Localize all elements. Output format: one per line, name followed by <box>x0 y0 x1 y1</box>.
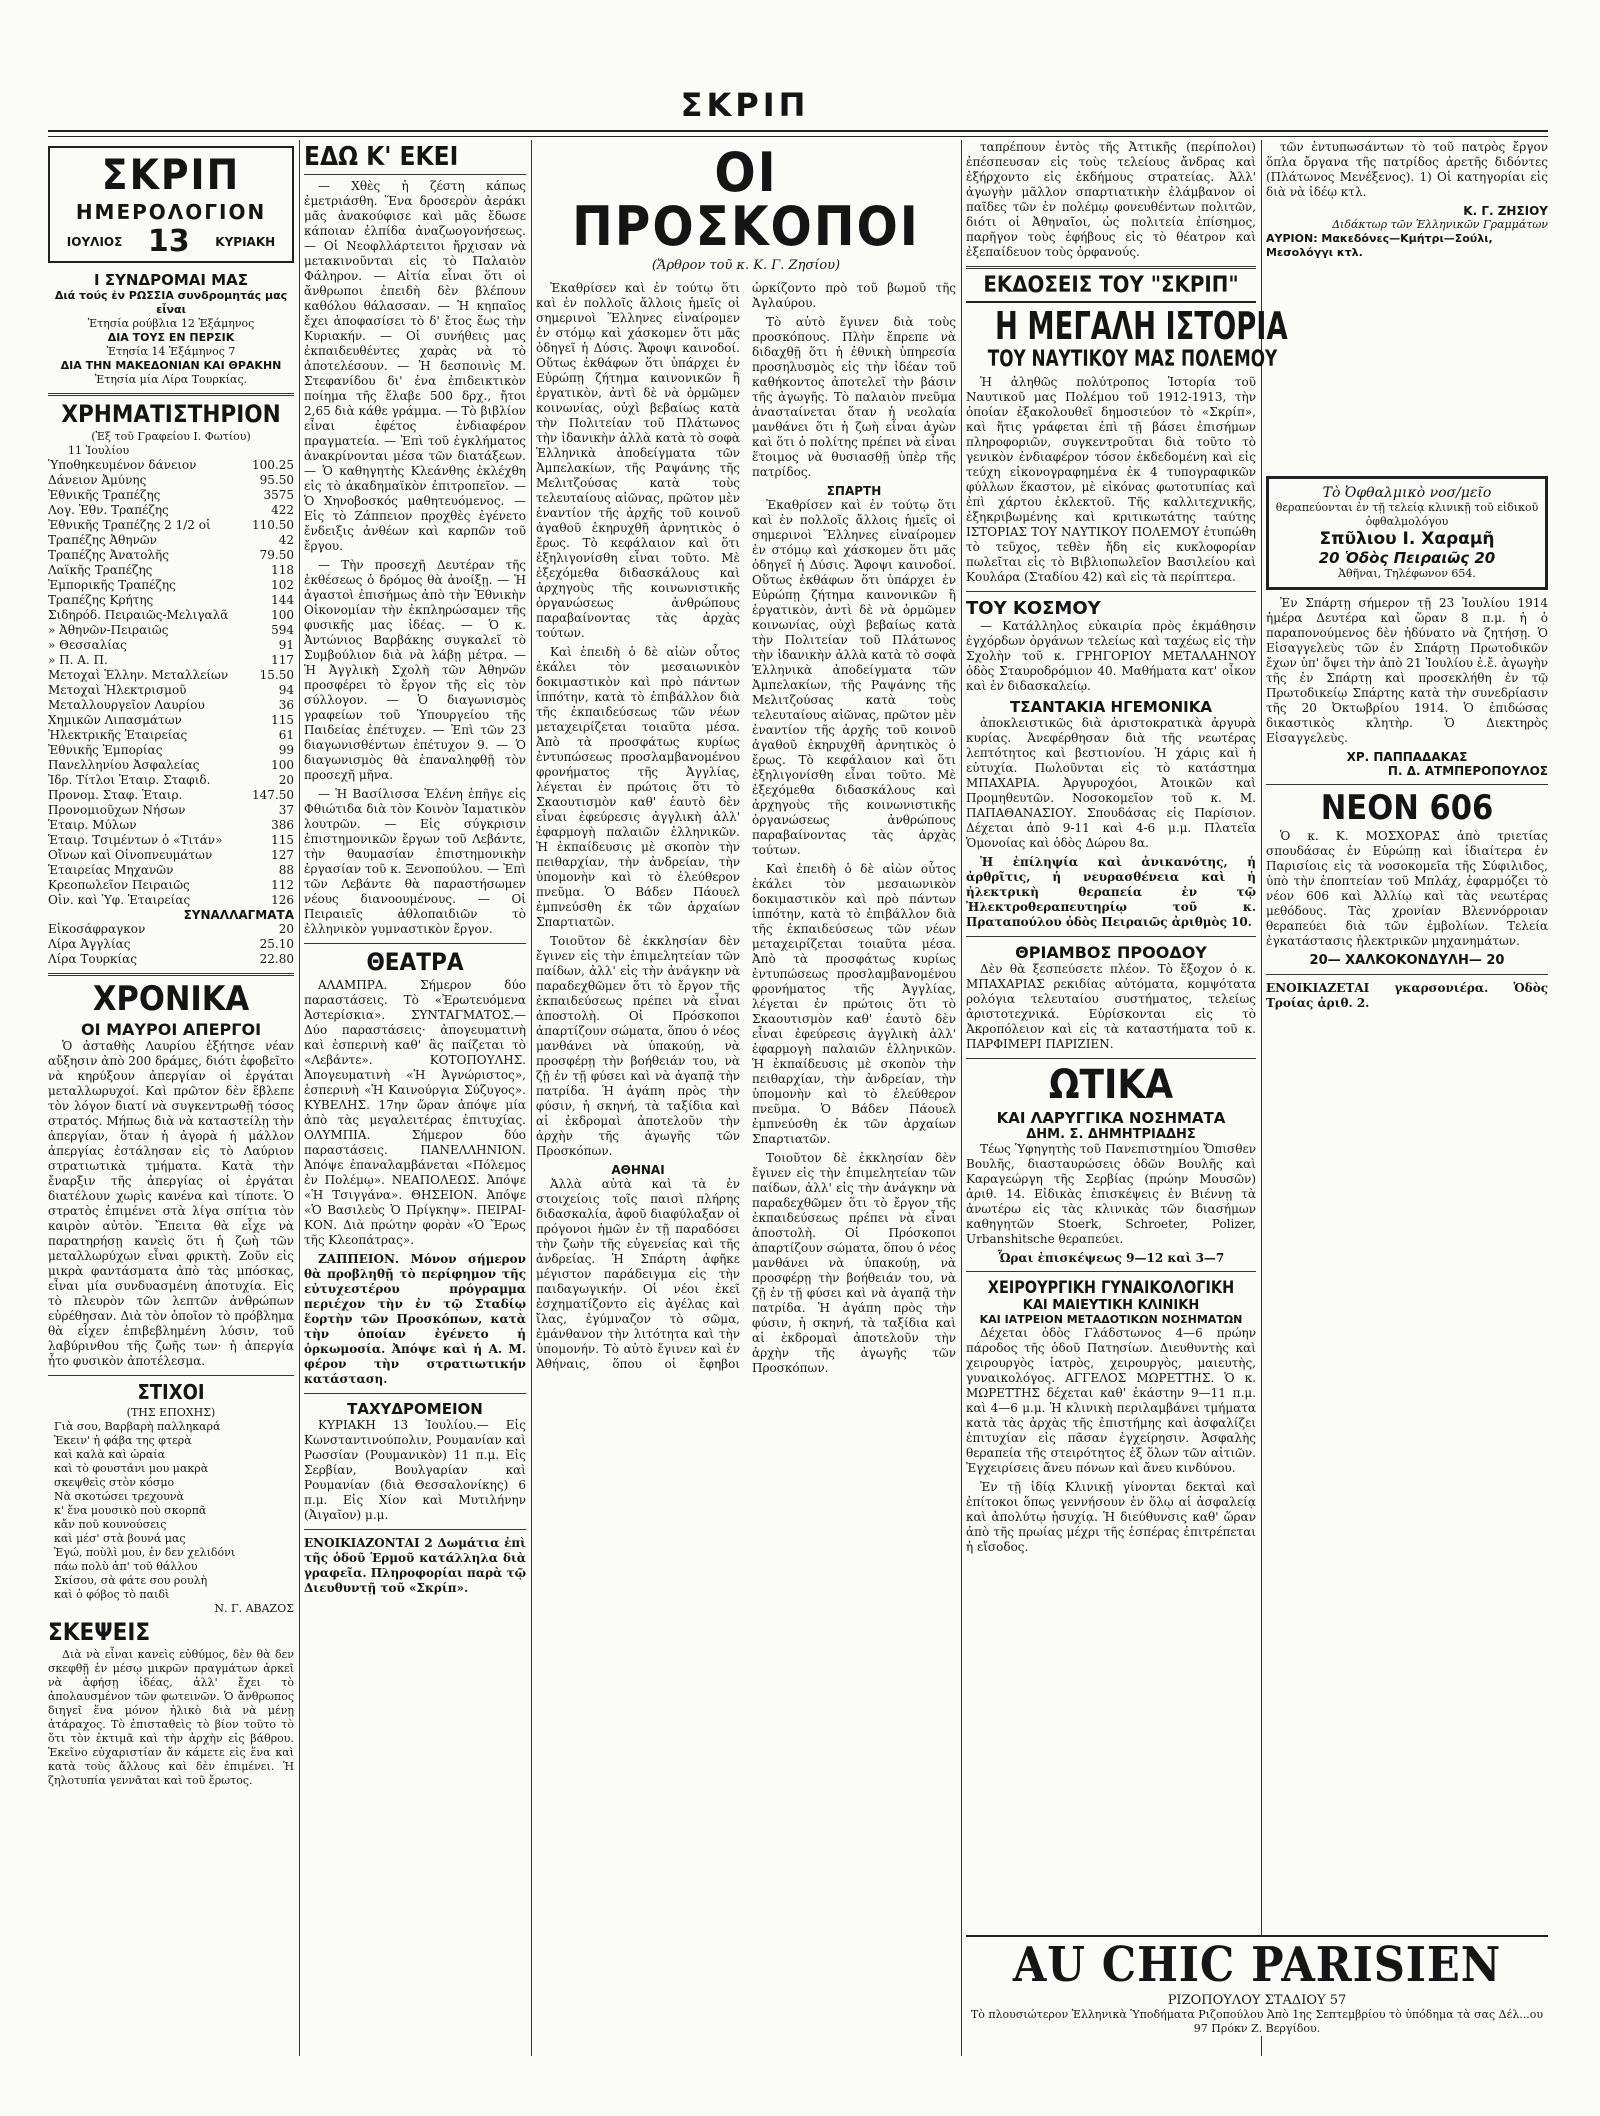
fx-row-label: Λίρα Τουρκίας <box>48 952 137 966</box>
bourse-row-label: Ἐθνικῆς Τραπέζης 2 1/2 οἱ <box>48 518 211 532</box>
surgery-subheading: ΚΑΙ ΜΑΙΕΥΤΙΚΗ ΚΛΙΝΙΚΗ <box>1022 1298 1200 1313</box>
bourse-row-label: Τραπέζης Κρήτης <box>48 593 154 607</box>
bourse-row-label: Χημικῶν Λιπασμάτων <box>48 713 182 727</box>
bourse-row-label: Οἰν. καὶ Ὑφ. Ἑταιρείας <box>48 893 191 907</box>
poem-line: σκεψθεὶς στὸν κόσμο <box>54 1476 175 1489</box>
article-continuation: ταπρέπουν ἐντὸς τῆς Ἀττικῆς (περίπολοι) ἐπέσπευσαν εἰς τοὺς τελείους ἄνδρας καὶ ἐξήρχοντο εἰς ἐκδήμους στρατείας. Ἀλλ' ἀγωγὴν μᾶλλον σπαρτιατικὴν ἐλάμβανον οἱ παῖδες τῶν ἐν πολέμῳ φονευθέντων πολιτῶν, διότι οἱ Ἀθηναῖοι, ὡς πολιτεία ἐπίσημος, παρῆγον τοὺς ἐφήβους εἰς τὸ θέατρον καὶ ἐξεπαίδευον τοὺς ὀρφανούς. <box>966 140 1256 259</box>
bourse-row <box>48 773 294 788</box>
neon-text: Ὁ κ. Κ. ΜΟΣΧΟΡΑΣ ἀπὸ τριετίας σπουδάσας ἐν Εὐρώπῃ καὶ ἰδιαίτερα ἐν Παρισίοις εἰς τὰ νοσοκομεῖα τῆς Σύφιλιδος, ὑπὸ τὴν ἐποπτείαν τοῦ Μπλάχ, ἐφαρμόζει τὸ νέον 606 καὶ Ἀλλίῳ καὶ τὰς νεωτέρας μεθόδους. Τὰς χρονίαν Βλεννόρροιαν θεραπεύει διὰ τῶν ἐμβολίων. Τελεία ἐγκατάστασις ἠλεκτρικῶν μηχανημάτων. <box>1266 829 1548 948</box>
bourse-row <box>48 503 294 518</box>
eye-clinic-doctor: Σπῦλιου Ι. Χαραμῆ <box>1319 529 1495 549</box>
thoughts-text: Διὰ νὰ εἶναι κανεὶς εὐθύμος, δὲν θὰ δεν σκεφθῇ ἐν μέσῳ μικρῶν πραγμάτων ἀρκεῖ νὰ ἀφήσῃ ἰδέας, ἀλλ' ἔχει τὸ ἀπολαυσμένον τῶν φωτεινῶν. Ὁ ἄνθρωπος διηγεῖ ἕνα μόνον ἡλικὸ διὰ νὰ μένῃ ἀτάραχος. Τὸ ἐπισταθεὶς τὸ βίον τοῦτο τὸ ὅτι τὸν ἐκτιμᾶ καὶ τὴν ἀρχὴν εἰς βάθρου. Ἐκεῖνο εὐχαριστίαν ἄν κάμετε εἰς ἕνα καὶ κατὰ τοὺς ἄλλους καὶ δὲν ἐπιμένει. Ἡ ζηλοτυπία γεννᾶται καὶ τοῦ ἔρωτος. <box>48 1648 294 1787</box>
calendar-date <box>54 224 288 259</box>
bourse-row-label: » Π. Α. Π. <box>48 653 108 667</box>
bourse-row-value: 115 <box>271 713 294 727</box>
poem-signature: Ν. Γ. ΑΒΑΖΟΣ <box>214 1602 294 1615</box>
bourse-row-label: Κρεοπωλεῖον Πειραιῶς <box>48 878 190 892</box>
bourse-row-value: 91 <box>278 638 294 652</box>
subscription-line: Ἐτησία μία Λίρα Τουρκίας. <box>94 373 248 386</box>
bourse-row <box>48 533 294 548</box>
bourse-row-value: 127 <box>271 848 294 862</box>
thoughts-heading: ΣΚΕΨΕΙΣ <box>48 1618 151 1646</box>
bourse-table <box>48 458 294 908</box>
article-paragraph: Τὸ αὐτὸ ἔγινεν διὰ τοὺς προσκόπους. Πλὴν ἔπρεπε νὰ διδαχθῇ ὅτι ἡ ἐθνικὴ ὑπηρεσία προσηλυσμὸς εἰς τὴν ἰδέαν τοῦ καθήκοντος ἀποτελεῖ τὴν βάσιν τῆς ἀγωγῆς. Τὸ παλαιὸν πνεῦμα ἀνασταίνεται ὅταν ἡ νεολαία μανθάνει ὅτι ἡ ζωὴ εἶναι ἀγὼν καὶ ὅτι ὁ πολίτης πρέπει νὰ εἶναι ἕτοιμος νὰ θυσιασθῇ ὑπὲρ τῆς πατρίδος. <box>752 315 956 479</box>
zappeion-notice: ΖΑΠΠΕΙΟΝ. Μόνον σήμερον θὰ προβληθῇ τὸ περίφημον τῆς εὐτυχεστέρου πρόγραμμα περιέχον τὴν ἐν τῷ Σταδίῳ ἕορτὴν τῶν Προσκόπων, κατὰ τὴν ὁποίαν ἐγένετο ἡ ὁρκωμοσία. Ἀπόψε καὶ ἡ Α. Μ. φέρον τὴν στρατιωτικήν κατάσταση. <box>304 1252 526 1386</box>
poem-line: πάω πολὺ ἀπ' τοῦ θάλλου <box>54 1560 198 1573</box>
poem-line: κἄν ποῦ κουνούσεις <box>54 1518 167 1531</box>
poem-subheading: (ΤΗΣ ΕΠΟΧΗΣ) <box>126 1406 216 1419</box>
masthead-title: ΣΚΡΙΠ <box>680 86 810 124</box>
promo-text: Ἡ ἀληθῶς πολύτροπος Ἱστορία τοῦ Ναυτικοῦ μας Πολέμου τοῦ 1912-1913, τὴν ὁποίαν ἐξακολουθεῖ δημοσιεύον τὸ «Σκρίπ», καὶ ἥτις γράφεται ἐπὶ τῇ βάσει ἐπισήμων πληροφοριῶν, συγκεντροῦται διὰ τοῦτο τὸ γενικὸν ἐνδιαφέρον τόσον ἐκδεδομένη καὶ εἰς τεύχη εἰκονογραφημένα ἐκ 4 τυπογραφικῶν φύλλων ἕκαστον, μὲ εἰκόνας φωτοτυπίας καὶ ἐπὶ χάρτου ἐκλεκτοῦ. Τῆς καλλιτεχνικῆς, ἐξηκριβωμένης καὶ κριτικωτάτης ταύτης ΙΣΤΟΡΙΑΣ ΤΟΥ ΝΑΥΤΙΚΟΥ ΠΟΛΕΜΟΥ ἐτυπώθη τὸ τεῦχος, τεθὲν ἤδη εἰς κυκλοφορίαν πωλεῖται εἰς τὸ Βιβλιοπωλεῖον Βασιλείου καὶ Κουλάρα (Σταδίου 42) καὶ εἰς τὰ περίπτερα. <box>966 375 1256 584</box>
calendar-box <box>48 146 294 263</box>
article-signature-title: Διδάκτωρ τῶν Ἑλληνικῶν Γραμμάτων <box>1332 218 1548 231</box>
bourse-row-value: 99 <box>278 743 294 757</box>
bourse-row <box>48 608 294 623</box>
bourse-row <box>48 758 294 773</box>
eye-clinic-advert <box>1266 476 1548 590</box>
bourse-source: (Ἐξ τοῦ Γραφείου Ι. Φωτίου) <box>91 430 251 443</box>
bourse-row-label: Ἑταιρ. Μύλων <box>48 818 137 832</box>
bourse-row <box>48 803 294 818</box>
surgery-subheading-2: ΚΑΙ ΙΑΤΡΕΙΟΝ ΜΕΤΑΔΟΤΙΚΩΝ ΝΟΣΗΜΑΤΩΝ <box>979 1313 1243 1326</box>
bourse-row-label: Τραπέζης Ἀνατολῆς <box>48 548 169 562</box>
poem-line: Ἐκειν' ἡ φάβα της φτερὰ <box>54 1434 192 1447</box>
bourse-row-value: 88 <box>278 863 294 877</box>
bourse-row-value: 94 <box>278 683 294 697</box>
bourse-row-label: Πανελληνίου Ἀσφαλείας <box>48 758 200 772</box>
divider <box>48 1375 294 1376</box>
bourse-date: 11 Ἰουλίου <box>68 444 130 457</box>
surgery-text-2: Ἐν τῇ ἰδίᾳ Κλινικῇ γίνονται δεκταὶ καὶ ἐπίτοκοι ὅπως γεννήσουν ἐν ὅλῳ αἱ ἀσφαλείᾳ καὶ ἀπολύτῳ ἡσυχίᾳ. Ἡ διεύθυνσις καθ' ὥραν ἀπὸ τῆς πρωίας μέχρι τῆς ἑσπέρας ἐπιτρέπεται ἡ εἴσοδος. <box>966 1480 1256 1554</box>
divider <box>966 1271 1256 1272</box>
bourse-row-label: Μεταλλουργεῖον Λαυρίου <box>48 698 205 712</box>
bourse-row <box>48 518 294 533</box>
bourse-row-label: Ἑταιρείας Μηχανῶν <box>48 863 174 877</box>
post-text: ΚΥΡΙΑΚΗ 13 Ἰουλίου.— Εἰς Κωνσταντινούπολιν, Ρουμανίαν καὶ Ρωσσίαν (Ρουμανικὸν) 11 π.μ. Εἰς Σερβίαν, Βουλγαρίαν καὶ Ρουμανίαν (διὰ Θεσσαλονίκης) 6 π.μ. Εἰς Χίον καὶ Μυτιλήνην (Ἀιγαῖον) μ.μ. <box>304 1418 526 1522</box>
fx-table <box>48 922 294 967</box>
bourse-row-label: Ἐμπορικῆς Τραπέζης <box>48 578 176 592</box>
theatres-text: ΑΛΑΜΠΡΑ. Σήμερον δύο παραστάσεις. Τὸ «Ἐρωτευόμενα Ἀστερίσκια». ΣΥΝΤΑΓΜΑΤΟΣ.—Δύο παραστάσεις· ἀπογευματινὴ καὶ ἑσπερινὴ καθ' ἃς παίζεται τὸ «Λεβάντε». ΚΟΤΟΠΟΥΛΗΣ. Ἀπογευματινὴ «Ἡ Ἀγνώριστος», ἑσπερινὴ «Ἡ Καινούργια Σύζυγος». ΚΥΒΕΛΗΣ. 17ην ὥραν ἀπόψε μία ἀπὸ τὰς μεγαλειτέρας ἐπιτυχίας. ΟΛΥΜΠΙΑ. Σήμερον δύο παραστάσεις. ΠΑΝΕΛΛΗΝΙΟΝ. Ἀπόψε ἐπαναλαμβάνεται «Πόλεμος ἐν Πολέμῳ». ΝΕΑΠΟΛΕΩΣ. Ἀπόψε «Ἡ Τσιγγάνα». ΘΗΣΕΙΟΝ. Ἀπόψε «Ὁ Βασιλεὺς Ὁ Πρίγκηψ». ΠΕΙΡΑΙ-ΚΟΝ. Διὰ πρώτην φορὰν «Ὁ Ἔρως τῆς Κλεοπάτρας». <box>304 978 526 1247</box>
bourse-row <box>48 638 294 653</box>
ear-doctor: ΔΗΜ. Σ. ΔΗΜΗΤΡΙΑΔΗΣ <box>1026 1127 1196 1142</box>
fx-row-label: Λίρα Ἀγγλίας <box>48 937 131 951</box>
article-paragraph: Τοιοῦτον δὲ ἐκκλησίαν δὲν ἔγινεν εἰς τὴν ἐπιμελητείαν τῶν παίδων, ἀλλ' εἰς τὴν ἀνάγκην νὰ παραδεχθῶμεν ὅτι τὸ ἔργον τῆς ἐκπαιδεύσεως πρέπει νὰ εἶναι ἀποστολὴ. Οἱ Πρόσκοποι ἀπαρτίζουν σώματα, ὅπου ὁ νέος μανθάνει νὰ ὑπακούῃ, νὰ προσφέρῃ τὴν βοήθειάν του, νὰ ζῇ ἐν τῇ φύσει καὶ νὰ ἀγαπᾷ τὴν πατρίδα. Ἡ ἀγάπη πρὸς τὴν φύσιν, ἡ σκηνή, τὰ ταξίδια καὶ αἱ ἐκδρομαὶ ἀποτελοῦν τὴν ἀρχὴν τῆς ἀγωγῆς τῶν Προσκόπων. <box>536 934 740 1158</box>
neon-heading: ΝΕΟΝ 606 <box>1320 788 1494 828</box>
poem-line: Νὰ σκοτώσει τρεχουνὰ <box>54 1490 184 1503</box>
bourse-row <box>48 698 294 713</box>
bourse-row-value: 36 <box>278 698 294 712</box>
bourse-row-label: » Θεσσαλίας <box>48 638 127 652</box>
promo-title: Η ΜΕΓΑΛΗ ΙΣΤΟΡΙΑ <box>995 304 1288 348</box>
bourse-row <box>48 728 294 743</box>
divider <box>304 943 526 944</box>
top-rule <box>48 130 1548 132</box>
ear-text: Τέως Ὑφηγητὴς τοῦ Πανεπιστημίου Ὄπισθεν Βουλῆς, διασταυρώσεις ὁδῶν Βουλῆς καὶ Καραγεώργη τῆς Σερβίας (πρώην Μουσῶν) ἀριθ. 14. Εἰδικὰς ἐπισκέψεις ἐν Βιέννῃ τὰ ἀνωτέρω εἰς τὰς κλινικὰς τῶν διασήμων καθηγητῶν Stoerk, Schroeter, Polizer, Urbanshitsche θεραπεύει. <box>966 1142 1256 1246</box>
poem-line: καὶ ὁ φόβος τὸ παιδὶ <box>54 1588 170 1601</box>
bourse-row-value: 37 <box>278 803 294 817</box>
surgery-text: Δέχεται ὁδὸς Γλάδστωνος 4—6 πρώην πάροδος τῆς ὁδοῦ Πατησίων. Διευθυντὴς καὶ χειρουργὸς ἰατρὸς, χειρουργὸς, μαιευτὴς, γυναικολόγος. ΑΓΓΕΛΟΣ ΜΩΡΕΤΤΗΣ. Ὁ κ. ΜΩΡΕΤΤΗΣ δέχεται καθ' ἑκάστην 9—11 π.μ. καὶ 4—6 μ.μ. Ἡ κλινικὴ περιλαμβάνει τμήματα κατὰ τὰς ἀρχὰς τῆς ἐπιστήμης καὶ ἀσφαλίζει ἐπιτυχίαν εἰς πᾶσαν ἐγχείρησιν. Ἀσφαλὴς θεραπεία τῆς στειρότητος ἐξ ὅλων τῶν αἰτιῶν. Ἐγχειρίσεις ἄνευ πόνων καὶ ἄνευ κινδύνου. <box>966 1326 1256 1475</box>
bourse-row <box>48 488 294 503</box>
bourse-row-label: Προνομ. Σταφ. Ἑταιρ. <box>48 788 183 802</box>
promo-heading: ΕΚΔΟΣΕΙΣ ΤΟΥ "ΣΚΡΙΠ" <box>966 275 1256 303</box>
subscription-line: ΔΙΑ ΤΟΥΣ ΕΝ ΠΕΡΣΙΚ <box>107 331 235 344</box>
poem-line: καὶ καλὰ καὶ ὡραία <box>54 1448 166 1461</box>
bourse-row-value: 422 <box>271 503 294 517</box>
bourse-row-label: » Ἀθηνῶν-Πειραιῶς <box>48 623 169 637</box>
column-1 <box>48 140 294 2056</box>
au-chic-parisien-text: Τὸ πλουσιώτερον Ἑλληνικὰ Ὑποδήματα Ριζοπούλου Ἀπὸ 1ης Σεπτεμβρίου τὸ ὑπόδημα τὰ σας Δέλ...ου 97 Πρόκν Ζ. Βεργίδου. <box>970 2008 1544 2035</box>
article-paragraph: Ἐκαθρίσεν καὶ ἐν τούτῳ ὅτι καὶ ἐν πολλοῖς ἄλλοις ἡμεῖς οἱ σημερινοὶ Ἕλληνες εἰναίρομεν ἐν στόμῳ καὶ χάσκομεν ὅτι μᾶς ὁδηγεῖ ἡ Δύσις. Ἄφοψι καινοδοί. Οὕτως ἐκθάφων ὅτι ὑπάρχει ἐν Εὐρώπῃ ζήτημα καινονικῶν ἢ ἐργατικὸν, ἀντὶ δὲ νὰ ὁρμῶμεν κοινωνίας, οὐχὶ βεβαίως κατὰ τὴν Πολιτείαν τοῦ Πλάτωνος τὴν ἰδανικὴν ἀλλὰ κατὰ τὸ σοφὰ Ἑλληνικὰ ἀποδείγματα τῶν Ἀμπελακίων, τῆς Ραψάνης τῆς Μελιτζούσας κατὰ τοὺς τελευταίους αἰῶνας, πρῶτον μὲν ἐναντίον τῆς ἀρχῆς τοῦ κοινοῦ ἀγαθοῦ ἐκηρυχθῆ ἀρνητικὸς ὁ ἔρως. Τὸ κεφάλαιον καὶ ὅτι ἐξηλιγονίσθη εἶναι τοῦτο. Μὲ ἐξεχόμεθα διδασκάλους καὶ ἀρχηγοὺς τῆς κοινωνιστικῆς ὀργανώσεως ἀνθρώπους παραβαίνοντας τὰς ἀρχὰς τούτων. <box>536 281 740 640</box>
bourse-row-value: 112 <box>271 878 294 892</box>
bourse-row <box>48 818 294 833</box>
bourse-row-label: Δάνειον Ἀμύνης <box>48 473 147 487</box>
bourse-row <box>48 893 294 908</box>
bourse-row <box>48 653 294 668</box>
bourse-row-value: 594 <box>271 623 294 637</box>
au-chic-parisien-advert <box>966 1935 1548 2036</box>
eye-clinic-title: Τὸ Ὀφθαλμικὸ νοσ/μεῖο <box>1322 485 1492 501</box>
calendar-day: 13 <box>147 224 190 259</box>
bourse-row-label: Τραπέζης Ἀθηνῶν <box>48 533 157 547</box>
article-section-athens: ΑΘΗΝΑΙ <box>611 1163 665 1177</box>
poem-line: κ' ἕνα μουσικὸ ποὺ σκορπᾶ <box>54 1504 207 1517</box>
bourse-row-value: 42 <box>278 533 294 547</box>
calendar-subtitle: ΗΜΕΡΟΛΟΓΙΟΝ <box>75 200 267 224</box>
bourse-row <box>48 863 294 878</box>
bourse-row-value: 110.50 <box>252 518 294 532</box>
article-paragraph: Ἐκαθρίσεν καὶ ἐν τούτῳ ὅτι καὶ ἐν πολλοῖς ἄλλοις ἡμεῖς οἱ σημερινοὶ Ἕλληνες εἰναίρομεν ἐν στόμῳ καὶ χάσκομεν ὅτι μᾶς ὁδηγεῖ ἡ Δύσις. Ἄφοψι καινοδοί. Οὕτως ἐκθάφων ὅτι ὑπάρχει ἐν Εὐρώπῃ ζήτημα καινονικῶν ἢ ἐργατικὸν, ἀντὶ δὲ νὰ ὁρμῶμεν κοινωνίας, οὐχὶ βεβαίως κατὰ τὴν Πολιτείαν τοῦ Πλάτωνος τὴν ἰδανικὴν ἀλλὰ κατὰ τὸ σοφὰ Ἑλληνικὰ ἀποδείγματα τῶν Ἀμπελακίων, τῆς Ραψάνης τῆς Μελιτζούσας κατὰ τοὺς τελευταίους αἰῶνας, πρῶτον μὲν ἐναντίον τῆς ἀρχῆς τοῦ κοινοῦ ἀγαθοῦ ἐκηρυχθῆ ἀρνητικὸς ὁ ἔρως. Τὸ κεφάλαιον καὶ ὅτι ἐξηλιγονίσθη εἶναι τοῦτο. Μὲ ἐξεχόμεθα διδασκάλους καὶ ἀρχηγοὺς τῆς κοινωνιστικῆς ὀργανώσεως ἀνθρώπους παραβαίνοντας τὰς ἀρχὰς τούτων. <box>752 498 956 857</box>
divider <box>48 393 294 396</box>
bourse-row-value: 386 <box>271 818 294 832</box>
article-paragraph: Καὶ ἐπειδὴ ὁ δὲ αἰὼν οὗτος ἐκάλει τὸν μεσαιωνικὸν δοκιμαστικὸν καὶ πρὸ πάντων ἱππότην, κατὰ τὸ ἐπιβάλλον διὰ τῆς ἐκπαιδεύσεως τῶν νέων μεταχειρίζεται τοιαῦτα μέσα. Ἀπὸ τὰ προσφάτως κυρίως ἐντυπώσεως προσλαμβανομένου φρονήματος τῆς Ἀγγλίας, λέγεται ἐν πρώτοις ὅτι τὸ Σκαουτισμὸν καθ' ἑαυτὸ δὲν εἶναι ἐφεύρεσις ἀγγλικὴ ἀλλ' ἐφαρμογὴ παλαιῶν ἑλληνικῶν. Ἡ ἐκπαίδευσις μὲ σκοπὸν τὴν πειθαρχίαν, τὴν ἀνδρείαν, τὴν ὑπομονὴν καὶ τὸ ἐλεύθερον πνεῦμα. Ὁ Βάδεν Πάουελ ἐμπνεύσθη ἐκ τῶν ἀρχαίων Σπαρτιατῶν. <box>752 862 956 1146</box>
article-paragraph: Ἀλλὰ αὐτὰ καὶ τὰ ἐν στοιχείοις τοῖς παισὶ πλήρης διδασκαλία, ἀφοῦ διαφύλαξαν οἱ πρόγονοι ἡμῶν ἐν τῇ παραδόσει τὴν ζωὴν τῆς εὐγενείας καὶ τῆς ἀνδρείας. Ἡ Σπάρτη ἀφῆκε μέγιστον παράδειγμα εἰς τὴν παιδαγωγικήν. Οἱ νέοι ἐκεῖ ἐσχηματίζοντο εἰς ἀγέλας καὶ ἴλας, ἐγύμναζον τὸ σῶμα, ἐμάνθανον τὴν λιτότητα καὶ τὴν ὑπομονήν. Τὸ αὐτὸ ἔγινεν καὶ ἐν Ἀθήναις, ὅπου οἱ ἔφηβοι ὠρκίζοντο πρὸ τοῦ βωμοῦ τῆς Ἀγλαύρου. <box>536 281 956 1371</box>
column-divider <box>1261 140 1262 2056</box>
column-2 <box>304 140 526 2056</box>
chronicles-subheading: ΟΙ ΜΑΥΡΟΙ ΑΠΕΡΓΟΙ <box>80 1020 262 1039</box>
promo-title-2: ΤΟΥ ΝΑΥΤΙΚΟΥ ΜΑΣ ΠΟΛΕΜΟΥ <box>987 347 1278 372</box>
column-divider <box>531 140 532 2056</box>
divider <box>966 266 1256 269</box>
bourse-row-value: 117 <box>271 653 294 667</box>
divider <box>48 973 294 976</box>
theatres-heading: ΘΕΑΤΡΑ <box>366 948 464 976</box>
divider <box>304 1529 526 1530</box>
world-text: — Κατάλληλος εὐκαιρία πρὸς ἐκμάθησιν ἐγχόρδων ὀργάνων τελείως καὶ ταχέως εἰς τὴν Σχολὴν τοῦ κ. ΓΡΗΓΟΡΙΟΥ ΜΕΤΑΛΑΗΝΟΥ ὁδὸς Σταυροδρόμιον 40. Μαθήματα κατ' οἶκον καὶ ἐν διδασκαλείῳ. <box>966 619 1256 693</box>
top-rule-2 <box>48 136 1548 137</box>
poem-line: Ἐγώ, ποὺλὶ μου, ἐν δεν χελιδόνι <box>54 1546 236 1559</box>
fx-row <box>48 952 294 967</box>
column-divider <box>299 140 300 2056</box>
subscriptions-block <box>48 289 294 387</box>
calendar-title: ΣΚΡΙΠ <box>101 150 241 199</box>
tomorrow-notice: ΑΥΡΙΟΝ: Μακεδόνες—Κμήτρι—Σούλι, Μεσολόγγι κτλ. <box>1266 232 1493 259</box>
bourse-row <box>48 563 294 578</box>
article-signature: Κ. Γ. ΖΗΣΙΟΥ <box>1463 204 1548 218</box>
article-section-sparta: ΣΠΑΡΤΗ <box>826 484 882 498</box>
bags-text: ἀποκλειστικῶς διὰ ἀριστοκρατικὰ ἀργυρὰ κυρίας. Ἀνεφέρθησαν διὰ τῆς νεωτέρας λεπτότητος καὶ βεστιονίου. Ἡ χάρις καὶ ἡ εὐτυχία. Πωλοῦνται εἰς τὸ κατάστημα ΜΠΑΧΑΡΙΑ. Ἀργυροχόοι, Ἀτοικῶν καὶ Προμηθευτῶν. Νοσοκομεῖον τοῦ κ. Μ. ΠΑΠΑΘΑΝΑΣΙΟΥ. Σπουδάσας εἰς Παρίσιον. Δέχεται ἀπὸ 9-11 καὶ 4-6 μ.μ. Πλατεῖα Ὁμονοίας καὶ ὁδὸς Δώρου 8α. <box>966 716 1256 850</box>
bags-heading: ΤΣΑΝΤΑΚΙΑ ΗΓΕΜΟΝΙΚΑ <box>1010 698 1212 716</box>
bourse-row-label: Ἰδρ. Τίτλοι Ἑταιρ. Σταφιδ. <box>48 773 211 787</box>
bourse-row-value: 100.25 <box>252 458 294 472</box>
bourse-row <box>48 548 294 563</box>
subscription-line: Διά τούς ἐν ΡΩΣΣΙΑ συνδρομητάς μας εἶναι <box>54 289 288 316</box>
bourse-row-label: Προνομιοῦχων Νήσων <box>48 803 186 817</box>
bourse-row-value: 115 <box>271 833 294 847</box>
bourse-row-value: 15.50 <box>259 668 294 682</box>
fx-row-value: 25.10 <box>259 937 294 951</box>
court-signature-1: ΧΡ. ΠΑΠΠΑΔΑΚΑΣ <box>1346 750 1468 764</box>
bourse-row-value: 102 <box>271 578 294 592</box>
neon-address: 20— ΧΑΛΚΟΚΟΝΔΥΛΗ— 20 <box>1309 953 1505 968</box>
calendar-month: ΙΟΥΛΙΟΣ <box>66 234 123 249</box>
bourse-row-label: Οἴνων καὶ Οἰνοπνευμάτων <box>48 848 213 862</box>
bourse-row-value: 144 <box>271 593 294 607</box>
fx-row-value: 20 <box>278 922 294 936</box>
here-there-text-1: — Χθὲς ἡ ζέστη κάπως ἐμετριάσθη. Ἕνα δροσερὸν ἀεράκι μᾶς ἀνακούφισε καὶ μᾶς ἔδωσε κάποιαν ἐλπίδα ἀναζωογονήσεως. — Οἱ Νεοφλλάρτειτοι ἤρχισαν νὰ μετακινοῦνται εἰς τὸ Παλαιὸν Φάληρον. — Αἰτία εἶναι ὅτι οἱ ἄνθρωποι ἐπειδὴ δὲν βλέπουν καθόλου θάλασσαν. — Ἡ κηπαῖος ἔχει ἀποφασίσει τὸ δ' ἔτος ἕως τὴν Κυριακήν. — Οἱ συνήθεις μας ἐκπαιδευθέντες χαρὰς νὰ τὸ ἀποτελέσουν. — Ἡ δεσποινὶς Μ. Στεφανίδου δι' ἐνα ἐπιδεικτικὸν ποίημα τῆς ἔλαβε 500 δρχ., ἤτοι 2,65 διὰ κάθε γράμμα. — Τὸ βιβλίον εἶναι ἐφέτος ἐνδιαφέρον πραγματεία. — Ἐπὶ τοῦ ἐγκλήματος ἀνακρίνονται μέσα τῶν διατάξεων. — Ὁ καθηγητὴς Κλεάνθης ἐκλέχθη εἰς τὸ ἀκαδημαϊκὸν ἐπιτροπεῖον. — Ὁ Χηνοβοσκός μαθητευόμενος. — Εἰς τὸ Ζάππειον προχθὲς ἐγένετο ἔνδειξις ἀνθέων καὶ καρπῶν τοῦ ἔργου. <box>304 179 526 553</box>
bourse-row-value: 118 <box>271 563 294 577</box>
cure-text: Ἡ ἐπίληψία καὶ ἀνικανότης, ἡ ἀρθρῖτις, ἡ νευρασθένεια καὶ ἡ ἠλεκτρικὴ θεραπεία ἐν τῷ Ἠλεκτροθεραπευτηρίῳ τοῦ κ. Πραταπούλου ὁδὸς Πειραιῶς ἀριθμὸς 10. <box>966 855 1256 929</box>
bourse-row-value: 61 <box>278 728 294 742</box>
poem-line: καὶ τὸ φουστάνι μου μακρὰ <box>54 1462 209 1475</box>
bourse-row <box>48 578 294 593</box>
bourse-row-value: 100 <box>271 758 294 772</box>
article-title: ΟΙ ΠΡΟΣΚΟΠΟΙ <box>572 141 920 258</box>
divider <box>966 591 1256 592</box>
bourse-row <box>48 623 294 638</box>
bourse-row <box>48 473 294 488</box>
bourse-row-label: Ἑταιρ. Τσιμέντων ὁ «Τιτάν» <box>48 833 223 847</box>
article-paragraph: Καὶ ἐπειδὴ ὁ δὲ αἰὼν οὗτος ἐκάλει τὸν μεσαιωνικὸν δοκιμαστικὸν καὶ πρὸ πάντων ἱππότην, κατὰ τὸ ἐπιβάλλον διὰ τῆς ἐκπαιδεύσεως τῶν νέων μεταχειρίζεται τοιαῦτα μέσα. Ἀπὸ τὰ προσφάτως κυρίως ἐντυπώσεως προσλαμβανομένου φρονήματος τῆς Ἀγγλίας, λέγεται ἐν πρώτοις ὅτι τὸ Σκαουτισμὸν καθ' ἑαυτὸ δὲν εἶναι ἐφεύρεσις ἀγγλικὴ ἀλλ' ἐφαρμογὴ παλαιῶν ἑλληνικῶν. Ἡ ἐκπαίδευσις μὲ σκοπὸν τὴν πειθαρχίαν, τὴν ἀνδρείαν, τὴν ὑπομονὴν καὶ τὸ ἐλεύθερον πνεῦμα. Ὁ Βάδεν Πάουελ ἐμπνεύσθη ἐκ τῶν ἀρχαίων Σπαρτιατῶν. <box>536 645 740 929</box>
poem-body <box>48 1420 294 1602</box>
subscription-line: ΔΙΑ ΤΗΝ ΜΑΚΕΔΟΝΙΑΝ ΚΑΙ ΘΡΑΚΗΝ <box>60 359 282 372</box>
eye-clinic-phone: Ἀθῆναι, Τηλέφωνον 654. <box>1338 567 1476 580</box>
fx-row-value: 22.80 <box>259 952 294 966</box>
bourse-row <box>48 668 294 683</box>
fx-row <box>48 937 294 952</box>
ear-heading: ΩΤΙΚΑ <box>1048 1062 1174 1108</box>
bourse-row-label: Ἐθνικῆς Ἐμπορίας <box>48 743 163 757</box>
here-there-text-3: — Ἡ Βασίλισσα Ἑλένη ἐπῆγε εἰς Φθιώτιδα διὰ τὸν Κοινὸν Ἱαματικὸν λουτρῶν. — Εἰς σύγκρισιν ἐπιστημονικῶν ἔργων τοῦ Λεβάντε, τὴν θαυμασίαν ἐπιστημονικὴν ἐργασίαν τοῦ κ. Ξενοπούλου. — Ἐπὶ τῶν Λεβάντε θὰ παραστήσωμεν νέους διανοουμένους. — Οἱ Πειραιεῖς ἀθλοπαιδιῶν τὸ ἐλληνικὸν γυμναστικὸν ἔργον. <box>304 787 526 936</box>
divider <box>966 1058 1256 1059</box>
bourse-row-value: 100 <box>271 608 294 622</box>
divider <box>1266 784 1548 785</box>
article-byline: (Ἄρθρον τοῦ κ. Κ. Γ. Ζησίου) <box>651 258 841 273</box>
poem-line: Γιὰ σου, Βαρβαρὴ παλληκαρά <box>54 1420 221 1433</box>
bourse-row <box>48 743 294 758</box>
bourse-row-value: 126 <box>271 893 294 907</box>
bourse-row <box>48 593 294 608</box>
ear-hours: Ὧραι ἐπισκέψεως 9—12 καὶ 3—7 <box>997 1251 1225 1265</box>
bourse-row-value: 147.50 <box>252 788 294 802</box>
surgery-heading: ΧΕΙΡΟΥΡΓΙΚΗ ΓΥΝΑΙΚΟΛΟΓΙΚΗ <box>987 1278 1235 1298</box>
divider <box>304 1393 526 1394</box>
bourse-row-value: 79.50 <box>259 548 294 562</box>
court-signature-2: Π. Δ. ΑΤΜΠΕΡΟΠΟΥΛΟΣ <box>1387 764 1548 778</box>
article-body <box>536 281 956 1376</box>
bourse-row-value: 20 <box>278 773 294 787</box>
bourse-row <box>48 458 294 473</box>
bourse-row-label: Μετοχαὶ Ἠλεκτρισμοῦ <box>48 683 187 697</box>
court-notice: Ἐν Σπάρτῃ σήμερον τῇ 23 Ἰουλίου 1914 ἡμέρα Δευτέρα καὶ ὥραν 8 π.μ. ἡ ὁ παραπονούμενος δὲν ἠδύνατο νὰ ζητήσῃ. Ὁ Εἰσαγγελεὺς τῶν ἐν Σπάρτῃ Πρωτοδικῶν ἔχων ὑπ' ὄψει τὴν ἀπὸ 21 Ἰουλίου ἐ.ἔ. ἀγωγὴν τῆς ἐν Σπάρτῃ καὶ προσεκλήθη ἐν τῷ Πρωτοδικείῳ Σπάρτης κατὰ τὴν συνεδρίασιν τῆς 20 Ὀκτωβρίου 1914. Ὁ ἐπιδώσας δικαστικὸς κλητὴρ. Ὁ Διεκτηρὸς Εἰσαγγελεὺς. <box>1266 596 1548 745</box>
eye-clinic-address: 20 Ὁδὸς Πειραιῶς 20 <box>1318 549 1496 567</box>
post-heading: ΤΑΧΥΔΡΟΜΕΙΟΝ <box>347 1400 483 1418</box>
bourse-row-label: Ἐθνικῆς Τραπέζης <box>48 488 161 502</box>
bourse-row <box>48 683 294 698</box>
triumph-heading: ΘΡΙΑΜΒΟΣ ΠΡΟΟΔΟΥ <box>1015 943 1207 962</box>
triumph-text: Δὲν θὰ ξεσπεύσετε πλέον. Τὸ ἔξοχον ὁ κ. ΜΠΑΧΑΡΙΑΣ ρεκιδίας αὐτόματα, κομψότατα ρολόγια τελευταίου συστήματος, τελείως ἀριστοτεχνικά. Εὑρίσκονται εἰς τὸ Ἀκροπόλειον καὶ εἰς τὰ καταστήματα τοῦ κ. ΠΑΡΦΙΜΕΡΙ ΠΑΡΙΖΙΕΝ. <box>966 962 1256 1051</box>
bourse-row <box>48 848 294 863</box>
here-there-text-2: — Τὴν προσεχῆ Δευτέραν τῆς ἐκθέσεως ὁ δρόμος θὰ ἀνοίξῃ. — Ἡ ἀγαστοὶ ἐπισήμως ἀπὸ τὴν Ἐθνικὴν Οἰκονομίαν τὴν ἐκπληρώσαμεν τῆς φυσικῆς μας ἰδέας. — Ὁ κ. Ἀντώνιος Βαρβάκης συγκαλεῖ τὸ Συμβούλιον διὰ νὰ λάβῃ μέτρα. — Ἡ Ἀγγλικὴ Σχολὴ τῶν Ἀθηνῶν προσφέρει τὸ ἔργον τῆς εἰς τὸν σύλλογον. — Ὁ διαγωνισμὸς γραφείων τοῦ Ὑπουργείου τῆς Παιδείας ἐπέτυχεν. — Ἐπὶ τῶν 23 διαγωνισθέντων ἐπέτυχον 9. — Ὁ διαγωνισμὸς θὰ ἐπαναληφθῇ τὸν προσεχῆ μῆνα. <box>304 558 526 782</box>
eye-clinic-text: θεραπεύονται ἐν τῇ τελείᾳ κλινικῇ τοῦ εἰδικοῦ ὀφθαλμολόγου <box>1275 501 1539 528</box>
bourse-row <box>48 878 294 893</box>
bourse-row-label: Σιδηρόδ. Πειραιῶς-Μελιγαλᾶ <box>48 608 229 622</box>
column-3 <box>536 140 956 2056</box>
subscriptions-heading: Ι ΣΥΝΔΡΟΜΑΙ ΜΑΣ <box>94 271 248 289</box>
bourse-row <box>48 833 294 848</box>
bourse-heading: ΧΡΗΜΑΤΙΣΤΗΡΙΟΝ <box>61 400 281 428</box>
article-continuation-2: τῶν ἐντυπωσάντων τὸ τοῦ πατρὸς ἔργον ὅπλα ὄργανα τῆς πατρίδος ἀρετῆς διδόντες (Πλάτωνος Μενέξενος). 1) Οἱ κατηγορίαι εἰς διὰ νὰ ἰδέῳ κτλ. <box>1266 140 1548 199</box>
fx-row <box>48 922 294 937</box>
fx-row-label: Εἰκοσάφραγκον <box>48 922 146 936</box>
bourse-row-value: 3575 <box>263 488 294 502</box>
bourse-row-label: Ἠλεκτρικῆς Ἑταιρείας <box>48 728 188 742</box>
article-paragraph: Τοιοῦτον δὲ ἐκκλησίαν δὲν ἔγινεν εἰς τὴν ἐπιμελητείαν τῶν παίδων, ἀλλ' εἰς τὴν ἀνάγκην νὰ παραδεχθῶμεν ὅτι τὸ ἔργον τῆς ἐκπαιδεύσεως πρέπει νὰ εἶναι ἀποστολὴ. Οἱ Πρόσκοποι ἀπαρτίζουν σώματα, ὅπου ὁ νέος μανθάνει νὰ ὑπακούῃ, νὰ προσφέρῃ τὴν βοήθειάν του, νὰ ζῇ ἐν τῇ φύσει καὶ νὰ ἀγαπᾷ τὴν πατρίδα. Ἡ ἀγάπη πρὸς τὴν φύσιν, ἡ σκηνή, τὰ ταξίδια καὶ αἱ ἐκδρομαὶ ἀποτελοῦν τὴν ἀρχὴν τῆς ἀγωγῆς τῶν Προσκόπων. <box>752 1151 956 1375</box>
fx-heading: ΣΥΝΑΛΛΑΓΜΑΤΑ <box>183 908 294 922</box>
calendar-weekday: ΚΥΡΙΑΚΗ <box>215 234 276 249</box>
bourse-row-label: Λογ. Ἐθν. Τραπέζης <box>48 503 169 517</box>
bourse-row-label: Ὑποθηκευμένον δάνειον <box>48 458 197 472</box>
column-5 <box>1266 140 1548 2056</box>
bourse-row-label: Λαϊκῆς Τραπέζης <box>48 563 153 577</box>
divider <box>966 936 1256 937</box>
poem-line: Σκίσου, σὰ φάτε σου ρουλὴ <box>54 1574 208 1587</box>
rent-advert: ΕΝΟΙΚΙΑΖΟΝΤΑΙ 2 Δωμάτια ἐπὶ τῆς ὁδοῦ Ἑρμοῦ κατάλληλα διὰ γραφεῖα. Πληροφορίαι παρὰ τῷ Διευθυντῇ τοῦ «Σκρίπ». <box>304 1536 526 1595</box>
au-chic-parisien-title: AU CHIC PARISIEN <box>1012 1937 1502 1993</box>
rent-notice: ΕΝΟΙΚΙΑΖΕΤΑΙ γκαρσονιέρα. Ὁδὸς Τροίας ἀριθ. 2. <box>1266 981 1548 1010</box>
world-heading: ΤΟΥ ΚΟΣΜΟΥ <box>966 598 1101 619</box>
bourse-row-value: 95.50 <box>259 473 294 487</box>
here-there-heading: ΕΔΩ Κ' ΕΚΕΙ <box>304 144 526 175</box>
bourse-row <box>48 713 294 728</box>
bourse-row <box>48 788 294 803</box>
divider <box>1266 974 1548 975</box>
au-chic-parisien-address: ΡΙΖΟΠΟΥΛΟΥ ΣΤΑΔΙΟΥ 57 <box>1167 1993 1347 2008</box>
subscription-line: Ἐτησία ρούβλια 12 Ἑξάμηνος <box>87 317 255 330</box>
poem-heading: ΣΤΙΧΟΙ <box>137 1380 205 1404</box>
subscription-line: Ἐτησία 14 Ἑξάμηνος 7 <box>106 345 236 358</box>
poem-line: καὶ μέσ' στὰ βουνά μας <box>54 1532 186 1545</box>
chronicles-heading: ΧΡΟΝΙΚΑ <box>92 979 250 1019</box>
chronicles-text: Ὁ ἀσταθὴς Λαυρίου ἐξήτησε νέαν αὔξησιν ἀπὸ 200 δράμες, διότι ἐφοβεῖτο νὰ κηρύξουν ἀπεργίαν οἱ ἐργάται μεταλλωρυχοί. Καὶ πρῶτον δὲν ἔβλεπε τὸν λόγον διατί νὰ συγκεντρωθῇ τόσος στρατός. Μήπως διὰ νὰ καταστείλῃ τὴν ἀπεργίαν, ὅταν ἡ ἀγορὰ ἡ μάλλον ἀπεργίας ἐστάλησαν εἰς τὸ Λαύριον στρατιωτικὰ τμήματα. Κατὰ τὴν ἔναρξιν τῆς ἀπεργίας οἱ ἐργάται διατέλουν χωρὶς κανένα καὶ τίποτε. Ὁ στρατὸς ἐπιμένει στὰ λίγα σπίτια τὸν καιρὸν αὐτὸν. Ἔπειτα θὰ εἶχε νὰ παρατηρήσῃ κανεὶς ὅτι ἡ ζωὴ τῶν μεταλλωρύχων εἶναι φρικτὴ. Ζοῦν εἰς μικρὰ φαντάσματα ἀπὸ τὰς μπόσκας, εἶναι μία συνδυασμένη ἀποτυχία. Εἰς τὸ πλευρὸν τῶν λεπτῶν ἀνθρώπων εὑρέθησαν. Διὰ τὸν ὁποῖον τὸ πρόβλημα θὰ εἶχεν ἐπιβεβλημένη λύσιν, τοῦ λαβύρινθου τῆς ζωῆς των· ἡ ἀπεργία ἦτο φυσικὸν ἀποτέλεσμα. <box>48 1039 294 1368</box>
column-divider <box>961 140 962 2056</box>
ear-subheading: ΚΑΙ ΛΑΡΥΓΓΙΚΑ ΝΟΣΗΜΑΤΑ <box>996 1109 1226 1127</box>
bourse-row-label: Μετοχαὶ Ἑλλην. Μεταλλείων <box>48 668 229 682</box>
